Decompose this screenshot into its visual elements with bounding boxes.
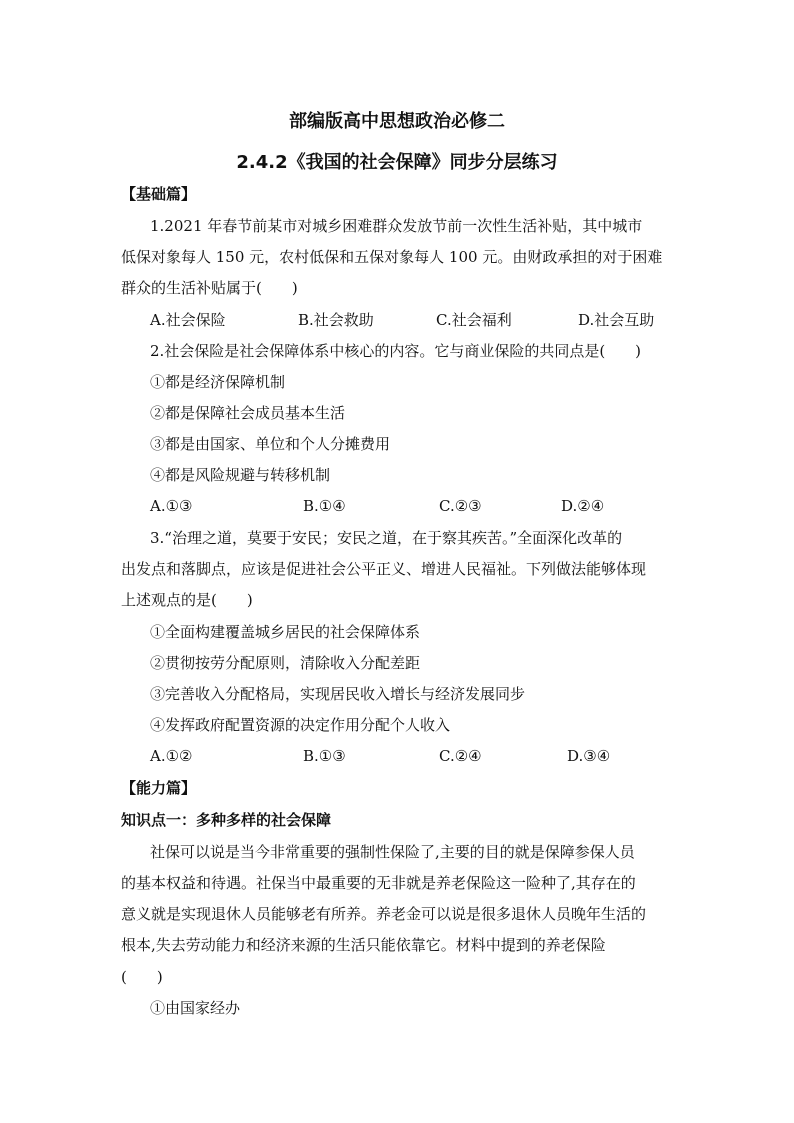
q4-line: 根本,失去劳动能力和经济来源的生活只能依靠它。材料中提到的养老保险 [121, 936, 606, 954]
q2-item: ③都是由国家、单位和个人分摊费用 [150, 435, 391, 453]
q1-option-a: A.社会保险 [150, 311, 226, 329]
q4-line: 意义就是实现退休人员能够老有所养。养老金可以说是很多退休人员晚年生活的 [121, 905, 647, 923]
q3-option-d: D.③④ [567, 747, 611, 765]
q2-item: ④都是风险规避与转移机制 [150, 466, 331, 484]
q2-option-b: B.①④ [303, 497, 346, 515]
q1-line: 低保对象每人 150 元，农村低保和五保对象每人 100 元。由财政承担的对于困难 [121, 248, 663, 266]
document-subtitle: 2.4.2《我国的社会保障》同步分层练习 [236, 152, 558, 173]
document-title: 部编版高中思想政治必修二 [289, 111, 505, 132]
q3-option-b: B.①③ [303, 747, 346, 765]
q3-item: ①全面构建覆盖城乡居民的社会保障体系 [150, 623, 421, 641]
q3-line: 上述观点的是( ) [121, 591, 253, 609]
q1-option-b: B.社会救助 [298, 311, 374, 329]
q1-option-d: D.社会互助 [578, 311, 655, 329]
q2-item: ①都是经济保障机制 [150, 373, 286, 391]
q3-line: 出发点和落脚点，应该是促进社会公平正义、增进人民福祉。下列做法能够体现 [121, 560, 647, 578]
q2-item: ②都是保障社会成员基本生活 [150, 404, 346, 422]
q3-option-a: A.①② [150, 747, 193, 765]
q2-option-d: D.②④ [561, 497, 605, 515]
q3-item: ②贯彻按劳分配原则，清除收入分配差距 [150, 654, 421, 672]
knowledge-point-heading: 知识点一：多种多样的社会保障 [121, 811, 332, 829]
q3-item: ④发挥政府配置资源的决定作用分配个人收入 [150, 716, 451, 734]
q1-line: 1.2021 年春节前某市对城乡困难群众发放节前一次性生活补贴，其中城市 [150, 217, 643, 235]
section-basic-label: 【基础篇】 [121, 185, 197, 203]
q4-item: ①由国家经办 [150, 999, 241, 1017]
q2-option-c: C.②③ [439, 497, 482, 515]
q3-line: 3.“治理之道，莫要于安民；安民之道，在于察其疾苦。”全面深化改革的 [150, 529, 623, 547]
q3-item: ③完善收入分配格局，实现居民收入增长与经济发展同步 [150, 685, 526, 703]
q1-line: 群众的生活补贴属于( ) [121, 279, 298, 297]
section-ability-label: 【能力篇】 [121, 779, 197, 797]
q4-line: ( ) [121, 968, 163, 986]
q2-stem: 2.社会保险是社会保障体系中核心的内容。它与商业保险的共同点是( ) [150, 342, 642, 360]
q4-line: 的基本权益和待遇。社保当中最重要的无非就是养老保险这一险种了,其存在的 [121, 874, 636, 892]
q4-line: 社保可以说是当今非常重要的强制性保险了,主要的目的就是保障参保人员 [150, 843, 635, 861]
q1-option-c: C.社会福利 [436, 311, 512, 329]
q2-option-a: A.①③ [150, 497, 193, 515]
q3-option-c: C.②④ [439, 747, 482, 765]
